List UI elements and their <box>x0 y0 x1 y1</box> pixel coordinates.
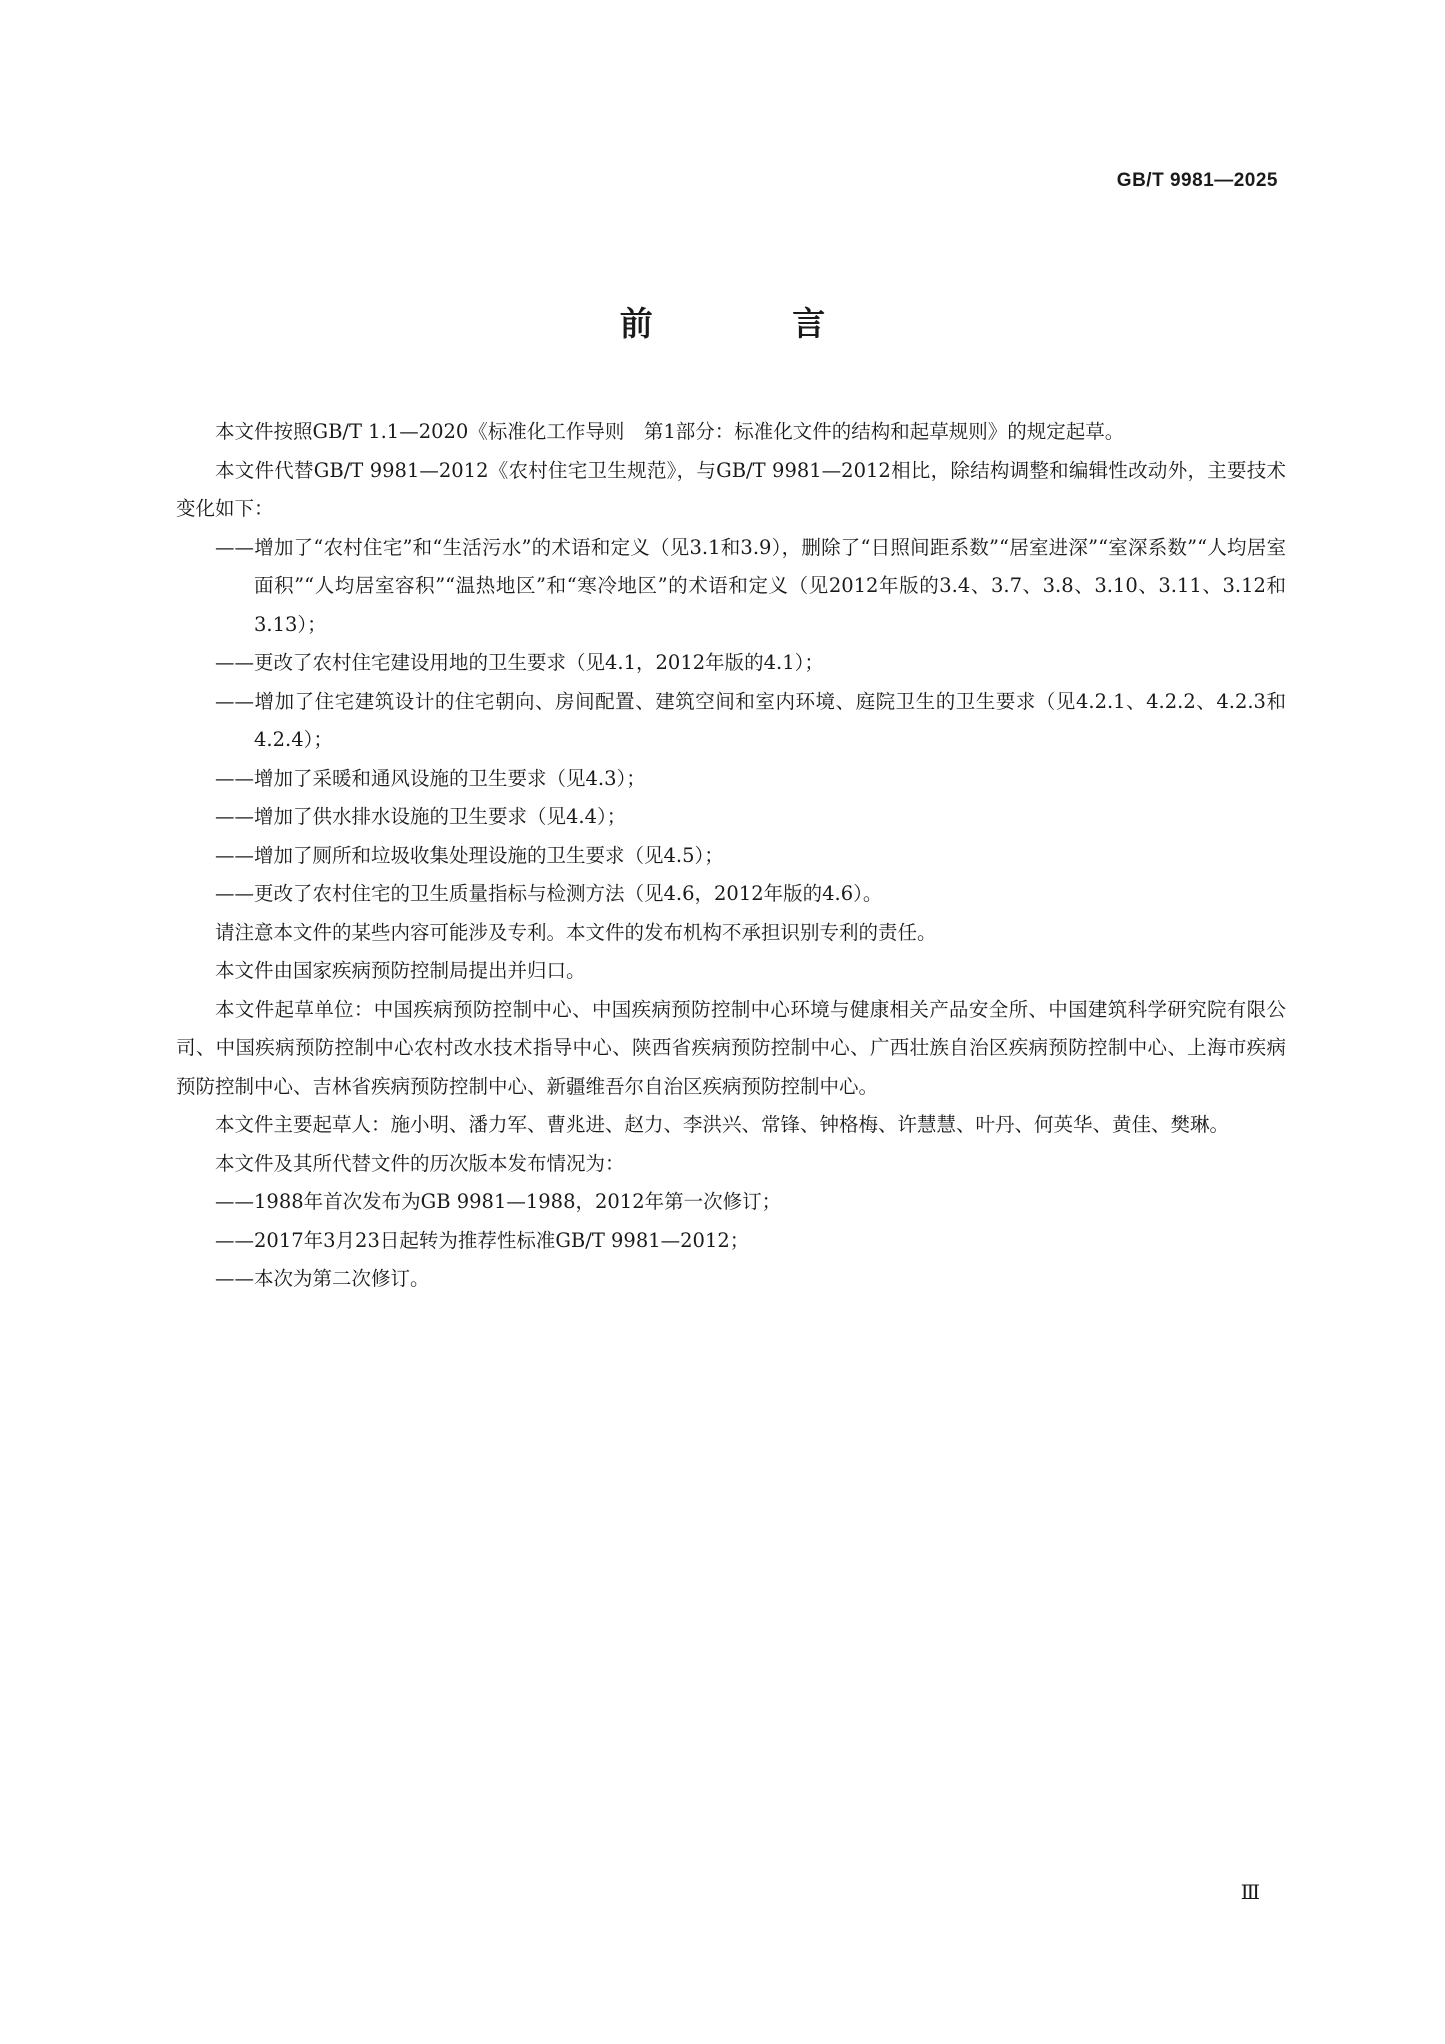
paragraph: 本文件由国家疾病预防控制局提出并归口。 <box>215 959 586 982</box>
list-item: ——本次为第二次修订。 <box>215 1267 430 1290</box>
standard-code: GB/T 9981—2025 <box>1116 170 1278 191</box>
paragraph: 请注意本文件的某些内容可能涉及专利。本文件的发布机构不承担识别专利的责任。 <box>215 920 937 944</box>
list-item: ——增加了住宅建筑设计的住宅朝向、房间配置、建筑空间和室内环境、庭院卫生的卫生要求（见4.2.1、4.2.2、4.2.3和4.2.4）； <box>215 689 1286 751</box>
list-item: ——更改了农村住宅的卫生质量指标与检测方法（见4.6，2012年版的4.6）。 <box>215 882 883 905</box>
list-item: ——增加了采暖和通风设施的卫生要求（见4.3）； <box>215 766 646 790</box>
paragraph: 本文件主要起草人：施小明、潘力军、曹兆进、赵力、李洪兴、常锋、钟格梅、许慧慧、叶丹、何英华、黄佳、樊琳。 <box>215 1113 1230 1136</box>
list-item: ——增加了“农村住宅”和“生活污水”的术语和定义（见3.1和3.9），删除了“日照间距系数”“居室进深”“室深系数”“人均居室面积”“人均居室容积”“温热地区”和“寒冷地区”的术语和定义（见2012年版的3.4、3.7、3.8、3.10、3.11、3.12和3.13）； <box>215 535 1286 636</box>
list-item: ——2017年3月23日起转为推荐性标准GB/T 9981—2012； <box>215 1228 750 1252</box>
preface-body <box>176 413 1286 1299</box>
list-item: ——1988年首次发布为GB 9981—1988，2012年第一次修订； <box>215 1190 782 1213</box>
list-item: ——更改了农村住宅建设用地的卫生要求（见4.1，2012年版的4.1）； <box>215 651 824 674</box>
paragraph: 本文件代替GB/T 9981—2012《农村住宅卫生规范》，与GB/T 9981—2012相比，除结构调整和编辑性改动外，主要技术变化如下： <box>176 458 1286 520</box>
paragraph: 本文件起草单位：中国疾病预防控制中心、中国疾病预防控制中心环境与健康相关产品安全所、中国建筑科学研究院有限公司、中国疾病预防控制中心农村改水技术指导中心、陕西省疾病预防控制中心、广西壮族自治区疾病预防控制中心、上海市疾病预防控制中心、吉林省疾病预防控制中心、新疆维吾尔自治区疾病预防控制中心。 <box>176 997 1286 1098</box>
paragraph: 本文件按照GB/T 1.1—2020《标准化工作导则 第1部分：标准化文件的结构和起草规则》的规定起草。 <box>215 420 1125 443</box>
page-title: 前 言 <box>619 304 890 343</box>
list-item: ——增加了厕所和垃圾收集处理设施的卫生要求（见4.5）； <box>215 843 724 867</box>
paragraph: 本文件及其所代替文件的历次版本发布情况为： <box>215 1151 625 1175</box>
page-number: Ⅲ <box>1240 1882 1260 1904</box>
list-item: ——增加了供水排水设施的卫生要求（见4.4）； <box>215 805 627 828</box>
